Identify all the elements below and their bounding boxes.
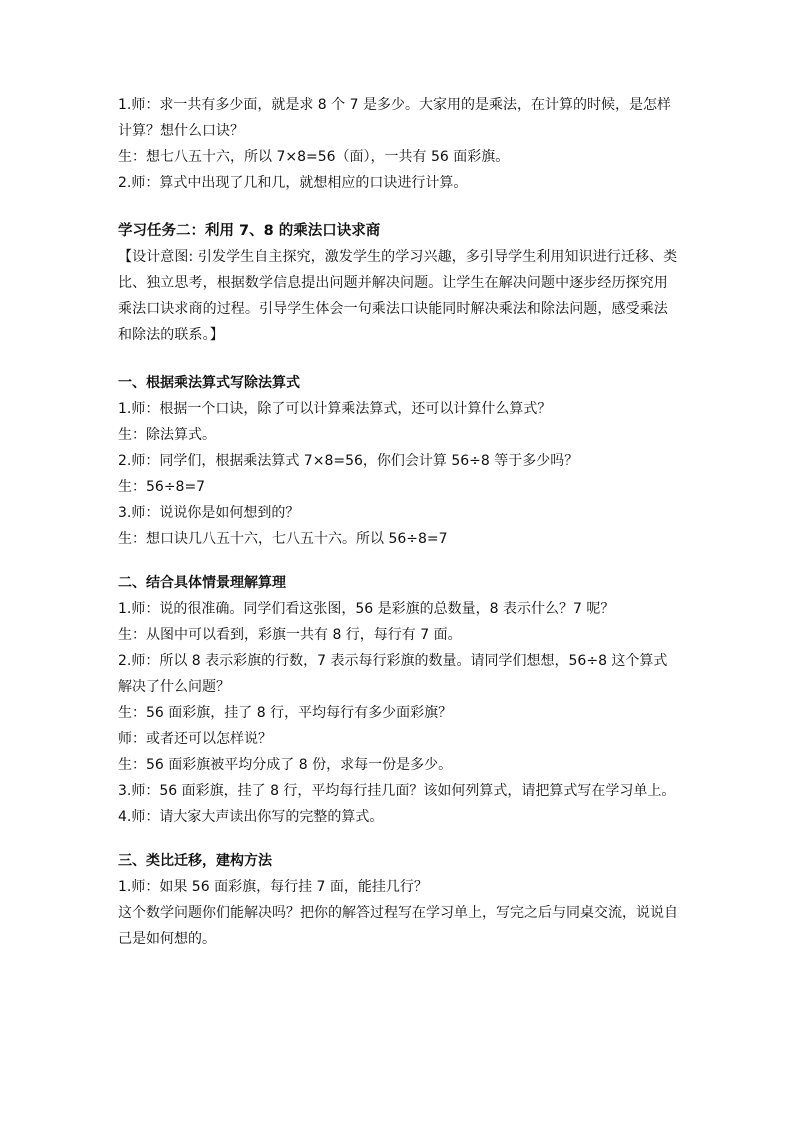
section3-title: 三、类比迁移，建构方法 [118,853,272,869]
spacer [118,830,678,848]
section2-line-2: 生：从图中可以看到，彩旗一共有 8 行，每行有 7 面。 [118,627,462,643]
section3-line-1: 1.师：如果 56 面彩旗，每行挂 7 面，能挂几行？ [118,879,428,895]
intro-line-1: 1.师：求一共有多少面，就是求 8 个 7 是多少。大家用的是乘法，在计算的时候，是怎样计算？想什么口诀？ [118,97,671,139]
intro-line-2: 生：想七八五十六，所以 7×8=56（面），一共有 56 面彩旗。 [118,149,510,165]
task2-design-intent: 【设计意图: 引发学生自主探究，激发学生的学习兴趣，多引导学生利用知识进行迁移、类比、独立思考，根据数学信息提出问题并解决问题。让学生在解决问题中逐步经历探究用乘法口诀求商的过程。引导学生体会一句乘法口诀能同时解决乘法和除法问题，感受乘法和除法的联系。】 [118,249,678,343]
section3-line-2: 这个数学问题你们能解决吗？把你的解答过程写在学习单上，写完之后与同桌交流，说说自己是如何想的。 [118,905,678,947]
section1-line-5: 3.师：说说你是如何想到的？ [118,505,300,521]
section2-line-6: 生：56 面彩旗被平均分成了 8 份，求每一份是多少。 [118,757,453,773]
section2-title: 二、结合具体情景理解算理 [118,575,286,591]
document-page [118,92,678,952]
section1-line-3: 2.师：同学们，根据乘法算式 7×8=56，你们会计算 56÷8 等于多少吗？ [118,453,579,469]
spacer [118,348,678,370]
section1-title: 一、根据乘法算式写除法算式 [118,375,300,391]
spacer [118,552,678,570]
task2-title: 学习任务二：利用 7、8 的乘法口诀求商 [118,223,381,239]
section2-line-7: 3.师：56 面彩旗，挂了 8 行，平均每行挂几面？该如何列算式，请把算式写在学习单上。 [118,783,676,799]
section2-line-8: 4.师：请大家大声读出你写的完整的算式。 [118,809,384,825]
spacer [118,196,678,218]
section1-line-6: 生：想口诀几八五十六，七八五十六。所以 56÷8=7 [118,531,448,547]
intro-line-3: 2.师：算式中出现了几和几，就想相应的口诀进行计算。 [118,175,468,191]
section2-line-1: 1.师：说的很准确。同学们看这张图，56 是彩旗的总数量，8 表示什么？7 呢？ [118,601,615,617]
section2-line-3: 2.师：所以 8 表示彩旗的行数，7 表示每行彩旗的数量。请同学们想想，56÷8 这个算式解决了什么问题？ [118,653,668,695]
section1-line-1: 1.师：根据一个口诀，除了可以计算乘法算式，还可以计算什么算式？ [118,401,552,417]
section2-line-4: 生：56 面彩旗，挂了 8 行，平均每行有多少面彩旗？ [118,705,453,721]
section1-line-4: 生：56÷8=7 [118,479,206,495]
section2-line-5: 师：或者还可以怎样说？ [118,731,272,747]
section1-line-2: 生：除法算式。 [118,427,216,443]
